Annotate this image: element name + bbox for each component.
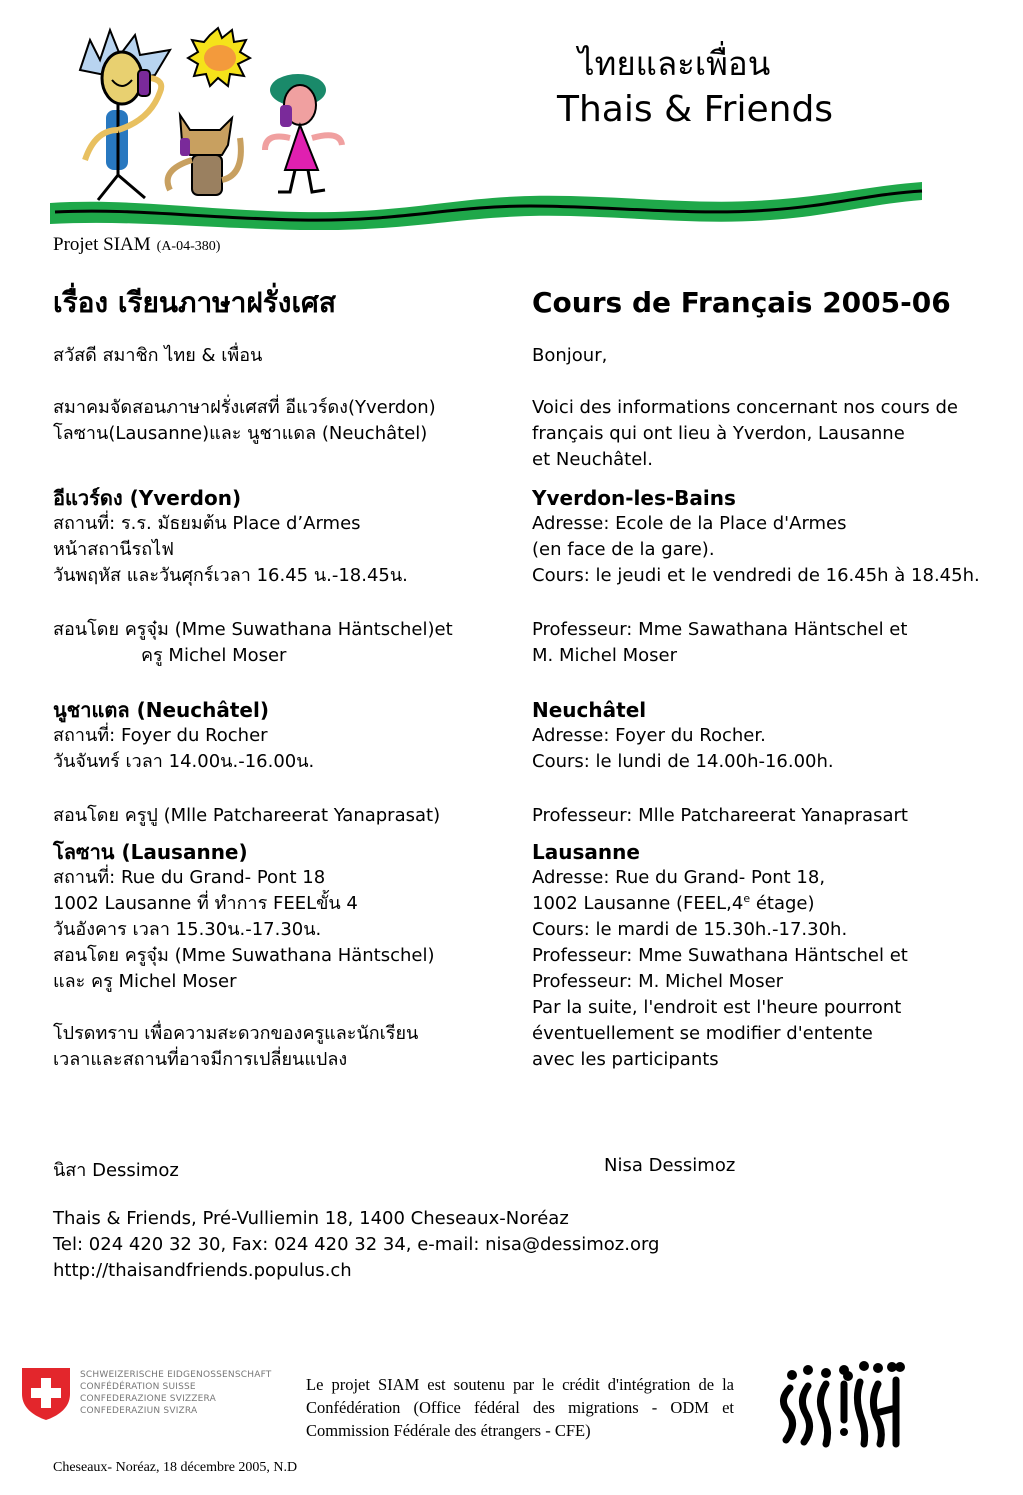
thai-intro-line: สมาคมจัดสอนภาษาฝรั่งเศสที่ อีแวร์ดง(Yverdon) [53,397,436,418]
brand-title-thai: ไทยและเพื่อน [578,44,771,83]
thai-lausanne-line: สอนโดย ครูจุ๋ม (Mme Suwathana Häntschel) [53,945,435,966]
brand-title-english: Thais & Friends [557,89,834,130]
project-label [53,234,220,256]
french-yverdon-line: (en face de la gare). [532,539,715,560]
french-title: Cours de Français 2005-06 [532,286,951,319]
contact-block [53,1206,659,1284]
french-lausanne-line: Par la suite, l'endroit est l'heure pourront [532,997,902,1018]
thai-lausanne-line: และ ครู Michel Moser [53,971,237,992]
french-intro-line: français qui ont lieu à Yverdon, Lausanne [532,423,905,444]
french-yverdon-line: Adresse: Ecole de la Place d'Armes [532,513,847,534]
contact-phones-email: Tel: 024 420 32 30, Fax: 024 420 32 34, e-mail: nisa@dessimoz.org [53,1234,660,1255]
project-name: Projet SIAM [53,234,151,255]
confederation-name: CONFEDERAZIONE SVIZZERA [80,1394,216,1404]
thai-yverdon-line: สถานที่: ร.ร. มัธยมต้น Place d’Armes [53,513,361,534]
thai-yverdon-heading: อีแวร์ดง (Yverdon) [53,486,242,510]
french-lausanne-line: avec les participants [532,1049,719,1070]
french-intro-line: Voici des informations concernant nos cours de [532,397,958,418]
thai-lausanne-line: 1002 Lausanne ที่ ทำการ FEELขั้น 4 [53,893,358,914]
french-neuchatel-heading: Neuchâtel [532,698,647,722]
signature-thai: นิสา Dessimoz [53,1160,179,1181]
dateline: Cheseaux- Noréaz, 18 décembre 2005, N.D [53,1460,298,1475]
french-yverdon-heading: Yverdon-les-Bains [532,486,736,510]
thai-notice-line: เวลาและสถานที่อาจมีการเปลี่ยนแปลง [53,1049,348,1070]
thai-yverdon-teacher: สอนโดย ครูจุ๋ม (Mme Suwathana Häntschel)et [53,619,453,640]
thai-intro-line: โลซาน(Lausanne)และ นูชาแดล (Neuchâtel) [53,423,428,444]
thai-title: เรื่อง เรียนภาษาฝรั่งเศส [53,286,336,319]
grass-strip [50,182,922,230]
french-lausanne-line: Professeur: M. Michel Moser [532,971,784,992]
french-lausanne-line: Professeur: Mme Suwathana Häntschel et [532,945,908,966]
french-intro-line: et Neuchâtel. [532,449,653,470]
contact-address: Thais & Friends, Pré-Vulliemin 18, 1400 Cheseaux-Noréaz [53,1208,569,1229]
thai-neuchatel-line: วันจันทร์ เวลา 14.00น.-16.00น. [53,751,315,772]
french-lausanne-line: Cours: le mardi de 15.30h.-17.30h. [532,919,848,940]
address-text: étage) [750,893,815,914]
right-person-figure [265,74,342,192]
thai-notice-line: โปรดทราบ เพื่อความสะดวกของครูและนักเรียน [53,1023,419,1044]
french-lausanne-address [532,891,1012,917]
sun-figure [188,28,250,86]
thai-yverdon-line: หน้าสถานีรถไฟ [53,539,174,560]
address-text: 1002 Lausanne (FEEL,4 [532,893,744,914]
confederation-names [80,1369,272,1417]
french-yverdon-teacher: Professeur: Mme Sawathana Häntschel et [532,619,908,640]
french-lausanne-address: Adresse: Rue du Grand- Pont 18, [532,867,826,888]
confederation-name: CONFÉDÉRATION SUISSE [80,1382,196,1392]
thai-yverdon-line: วันพฤหัส และวันศุกร์เวลา 16.45 น.-18.45น. [53,565,408,586]
french-neuchatel-teacher: Professeur: Mlle Patchareerat Yanaprasart [532,805,908,826]
french-neuchatel-line: Cours: le lundi de 14.00h-16.00h. [532,751,834,772]
cat-figure [168,115,241,195]
thai-neuchatel-line: สถานที่: Foyer du Rocher [53,725,268,746]
siam-logo-icon [768,1360,908,1450]
french-neuchatel-line: Adresse: Foyer du Rocher. [532,725,766,746]
support-statement: Le projet SIAM est soutenu par le crédit d'intégration de la Confédération (Office fédéral des migrations - ODM et Commission Fédérale des étrangers - CFE) [306,1375,734,1440]
thai-lausanne-line: วันอังคาร เวลา 15.30น.-17.30น. [53,919,322,940]
confederation-name: SCHWEIZERISCHE EIDGENOSSENSCHAFT [80,1370,272,1380]
thai-column [53,285,513,1073]
project-code: (A-04-380) [156,239,221,254]
contact-website-link[interactable]: http://thaisandfriends.populus.ch [53,1260,352,1281]
french-yverdon-teacher: M. Michel Moser [532,645,678,666]
signature-french: Nisa Dessimoz [604,1155,736,1176]
french-yverdon-line: Cours: le jeudi et le vendredi de 16.45h à 18.45h. [532,565,980,586]
thai-neuchatel-heading: นูชาแตล (Neuchâtel) [53,698,269,722]
french-lausanne-heading: Lausanne [532,840,640,864]
ordinal-superscript: e [743,892,751,905]
thai-lausanne-line: สถานที่: Rue du Grand- Pont 18 [53,867,326,888]
french-greeting: Bonjour, [532,345,608,366]
thai-greeting: สวัสดี สมาชิก ไทย & เพื่อน [53,345,263,366]
french-column [532,285,1012,1073]
left-person-figure [80,30,170,200]
confederation-name: CONFEDERAZIUN SVIZRA [80,1406,198,1416]
thai-lausanne-heading: โลซาน (Lausanne) [53,840,248,864]
french-lausanne-line: éventuellement se modifier d'entente [532,1023,873,1044]
thai-neuchatel-teacher: สอนโดย ครูปู (Mlle Patchareerat Yanaprasat) [53,805,441,826]
swiss-shield-icon [20,1366,72,1422]
thai-yverdon-teacher: ครู Michel Moser [141,645,287,666]
